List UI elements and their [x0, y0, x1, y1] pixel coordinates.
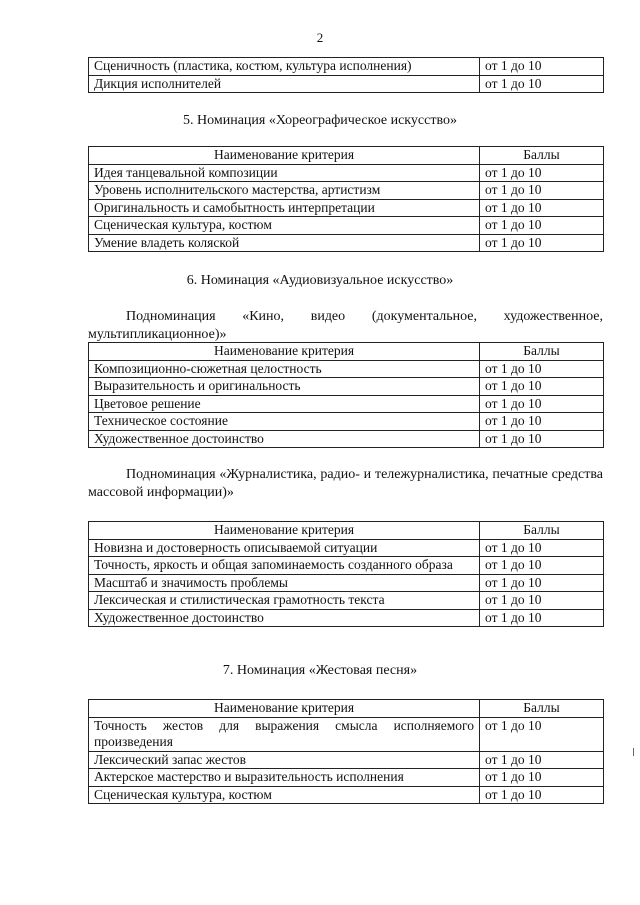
score-cell: от 1 до 10	[480, 413, 604, 431]
section-5-title: 5. Номинация «Хореографическое искусство»	[183, 113, 457, 128]
score-cell: от 1 до 10	[480, 592, 604, 610]
criterion-cell: Композиционно-сюжетная целостность	[89, 360, 480, 378]
criterion-header: Наименование критерия	[89, 343, 480, 361]
score-cell: от 1 до 10	[480, 430, 604, 448]
table-row	[89, 164, 604, 182]
criterion-cell: Актерское мастерство и выразительность исполнения	[89, 769, 480, 787]
score-cell: от 1 до 10	[480, 217, 604, 235]
table-row	[89, 592, 604, 610]
table-row	[89, 717, 604, 751]
subnomination-2-title: Подноминация «Журналистика, радио- и тележурналистика, печатные средства массовой информации)»	[88, 467, 603, 500]
section-6-title: 6. Номинация «Аудиовизуальное искусство»	[186, 273, 454, 288]
criteria-table-film	[88, 342, 604, 448]
criterion-header: Наименование критерия	[89, 522, 480, 540]
table-row	[89, 557, 604, 575]
score-cell: от 1 до 10	[480, 182, 604, 200]
criterion-header: Наименование критерия	[89, 700, 480, 718]
table-row	[89, 234, 604, 252]
score-cell: от 1 до 10	[480, 609, 604, 627]
criterion-cell: Техническое состояние	[89, 413, 480, 431]
table-row	[89, 378, 604, 396]
table-row	[89, 751, 604, 769]
table-row	[89, 609, 604, 627]
score-cell: от 1 до 10	[480, 378, 604, 396]
table-row	[89, 182, 604, 200]
score-header: Баллы	[480, 522, 604, 540]
score-cell: от 1 до 10	[480, 199, 604, 217]
table-row	[89, 58, 604, 76]
criterion-cell: Лексический запас жестов	[89, 751, 480, 769]
criterion-cell: Умение владеть коляской	[89, 234, 480, 252]
score-cell: от 1 до 10	[480, 360, 604, 378]
table-row	[89, 413, 604, 431]
criterion-cell: Сценическая культура, костюм	[89, 217, 480, 235]
table-header-row	[89, 147, 604, 165]
criterion-cell: Дикция исполнителей	[89, 75, 480, 93]
criterion-cell: Точность жестов для выражения смысла исполняемого произведения	[89, 717, 480, 751]
table-row	[89, 430, 604, 448]
criterion-cell: Уровень исполнительского мастерства, артистизм	[89, 182, 480, 200]
table-row	[89, 769, 604, 787]
criteria-table-sign-song	[88, 699, 604, 804]
table-row	[89, 574, 604, 592]
criterion-cell: Сценическая культура, костюм	[89, 786, 480, 804]
score-cell: от 1 до 10	[480, 539, 604, 557]
criterion-cell: Лексическая и стилистическая грамотность текста	[89, 592, 480, 610]
score-header: Баллы	[480, 343, 604, 361]
criterion-cell: Выразительность и оригинальность	[89, 378, 480, 396]
score-cell: от 1 до 10	[480, 58, 604, 76]
criterion-cell: Художественное достоинство	[89, 609, 480, 627]
section-7-title: 7. Номинация «Жестовая песня»	[222, 663, 418, 678]
criteria-table-continued	[88, 57, 604, 93]
score-cell: от 1 до 10	[480, 395, 604, 413]
table-row	[89, 217, 604, 235]
score-header: Баллы	[480, 700, 604, 718]
table-row	[89, 539, 604, 557]
criterion-header: Наименование критерия	[89, 147, 480, 165]
table-row	[89, 395, 604, 413]
score-cell: от 1 до 10	[480, 164, 604, 182]
score-cell: от 1 до 10	[480, 75, 604, 93]
criterion-cell: Идея танцевальной композиции	[89, 164, 480, 182]
score-cell: от 1 до 10	[480, 234, 604, 252]
table-header-row	[89, 522, 604, 540]
criterion-cell: Масштаб и значимость проблемы	[89, 574, 480, 592]
table-header-row	[89, 343, 604, 361]
table-row	[89, 199, 604, 217]
criteria-table-journalism	[88, 521, 604, 627]
page-number: 2	[316, 30, 324, 45]
criterion-cell: Оригинальность и самобытность интерпретации	[89, 199, 480, 217]
criterion-cell: Точность, яркость и общая запоминаемость созданного образа	[89, 557, 480, 575]
criterion-cell: Художественное достоинство	[89, 430, 480, 448]
table-row	[89, 360, 604, 378]
criteria-table-choreography	[88, 146, 604, 252]
scan-artifact-mark	[633, 748, 634, 756]
score-cell: от 1 до 10	[480, 574, 604, 592]
criterion-cell: Новизна и достоверность описываемой ситуации	[89, 539, 480, 557]
score-cell: от 1 до 10	[480, 786, 604, 804]
table-row	[89, 786, 604, 804]
score-header: Баллы	[480, 147, 604, 165]
subnomination-1-title: Подноминация «Кино, видео (документальное, художественное, мультипликационное)»	[88, 309, 603, 342]
score-cell: от 1 до 10	[480, 557, 604, 575]
score-cell: от 1 до 10	[480, 769, 604, 787]
criterion-cell: Сценичность (пластика, костюм, культура исполнения)	[89, 58, 480, 76]
score-cell: от 1 до 10	[480, 751, 604, 769]
score-cell: от 1 до 10	[480, 717, 604, 751]
criterion-cell: Цветовое решение	[89, 395, 480, 413]
table-header-row	[89, 700, 604, 718]
table-row	[89, 75, 604, 93]
